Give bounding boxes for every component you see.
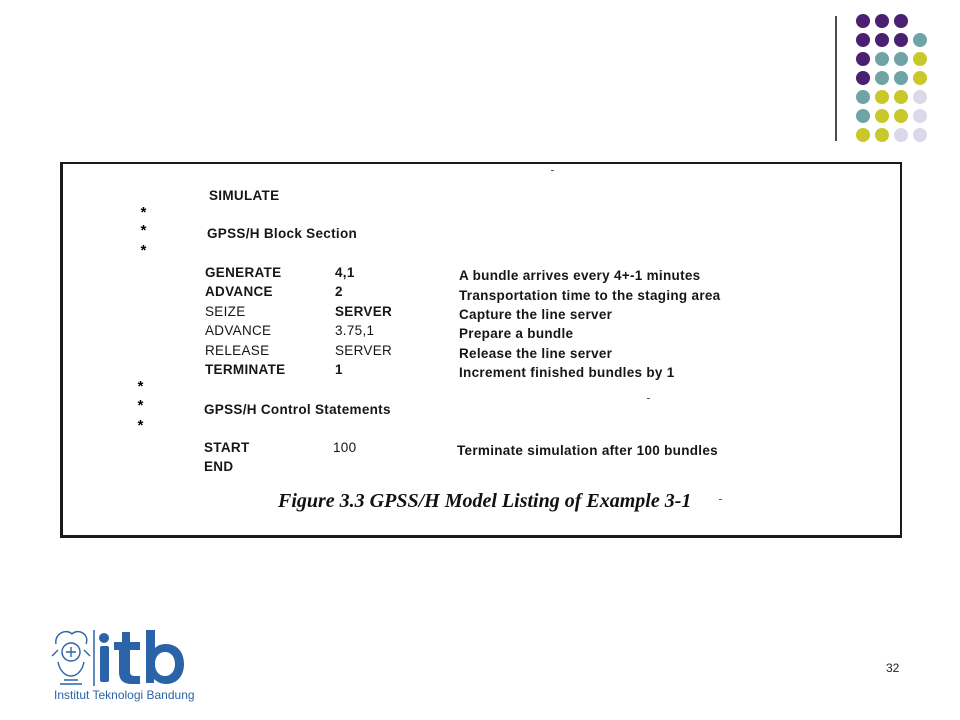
decorative-dot bbox=[894, 109, 908, 123]
decorative-dot bbox=[894, 14, 908, 28]
decorative-dot bbox=[894, 71, 908, 85]
decorative-dot bbox=[875, 109, 889, 123]
decorative-dot bbox=[913, 71, 927, 85]
block-comment: Prepare a bundle bbox=[459, 326, 574, 341]
decorative-dot bbox=[894, 128, 908, 142]
block-op: ADVANCE bbox=[205, 323, 272, 338]
decorative-dot bbox=[894, 90, 908, 104]
figure-listing bbox=[60, 162, 902, 538]
decorative-dot bbox=[856, 128, 870, 142]
decorative-dot bbox=[913, 128, 927, 142]
decorative-dot bbox=[856, 90, 870, 104]
block-section-comment: GPSS/H Block Section bbox=[207, 226, 358, 241]
decorative-dot bbox=[856, 14, 870, 28]
comment-star: * bbox=[139, 206, 149, 223]
decorative-dot bbox=[856, 52, 870, 66]
block-operand: 3.75,1 bbox=[335, 323, 375, 338]
block-comment: A bundle arrives every 4+-1 minutes bbox=[459, 268, 701, 283]
itb-logo bbox=[46, 622, 206, 710]
decorative-dot bbox=[856, 109, 870, 123]
decorative-dot bbox=[913, 33, 927, 47]
decorative-dot bbox=[894, 33, 908, 47]
scan-speck bbox=[647, 398, 650, 399]
decorative-dot-grid bbox=[850, 14, 950, 144]
decorative-dot bbox=[856, 71, 870, 85]
decorative-dot bbox=[875, 33, 889, 47]
control-op: END bbox=[204, 459, 234, 474]
decorative-dot bbox=[913, 52, 927, 66]
comment-star: * bbox=[136, 399, 146, 416]
block-operand: 1 bbox=[335, 362, 343, 377]
block-op: GENERATE bbox=[205, 265, 282, 280]
comment-star: * bbox=[139, 244, 149, 261]
block-operand: 4,1 bbox=[335, 265, 355, 280]
decorative-dot bbox=[913, 90, 927, 104]
scan-speck bbox=[719, 499, 722, 500]
block-comment: Release the line server bbox=[459, 346, 613, 361]
page-number: 32 bbox=[886, 661, 900, 675]
block-op: TERMINATE bbox=[205, 362, 286, 377]
block-operand: 2 bbox=[335, 284, 343, 299]
divider-line bbox=[835, 16, 837, 141]
block-op: RELEASE bbox=[205, 343, 270, 358]
decorative-dot bbox=[875, 90, 889, 104]
control-op: START bbox=[204, 440, 250, 455]
block-comment: Capture the line server bbox=[459, 307, 613, 322]
control-comment: Terminate simulation after 100 bundles bbox=[457, 443, 718, 458]
block-comment: Transportation time to the staging area bbox=[459, 288, 721, 303]
decorative-dot bbox=[875, 71, 889, 85]
decorative-dot bbox=[875, 14, 889, 28]
block-operand: SERVER bbox=[335, 304, 393, 319]
scan-speck bbox=[551, 170, 554, 171]
figure-caption: Figure 3.3 GPSS/H Model Listing of Example 3-1 bbox=[278, 490, 692, 512]
comment-star: * bbox=[136, 419, 146, 436]
decorative-dot bbox=[856, 33, 870, 47]
block-op: ADVANCE bbox=[205, 284, 273, 299]
block-op: SEIZE bbox=[205, 304, 246, 319]
control-operand: 100 bbox=[333, 440, 357, 455]
block-comment: Increment finished bundles by 1 bbox=[459, 365, 675, 380]
comment-star: * bbox=[136, 380, 146, 397]
decorative-dot bbox=[894, 52, 908, 66]
control-section-comment: GPSS/H Control Statements bbox=[204, 402, 391, 417]
block-operand: SERVER bbox=[335, 343, 393, 358]
decorative-dot bbox=[875, 52, 889, 66]
comment-star: * bbox=[139, 224, 149, 241]
decorative-dot bbox=[875, 128, 889, 142]
itb-emblem-icon bbox=[46, 622, 206, 688]
decorative-dot bbox=[913, 109, 927, 123]
simulate-statement: SIMULATE bbox=[209, 188, 280, 203]
logo-caption: Institut Teknologi Bandung bbox=[54, 688, 195, 702]
